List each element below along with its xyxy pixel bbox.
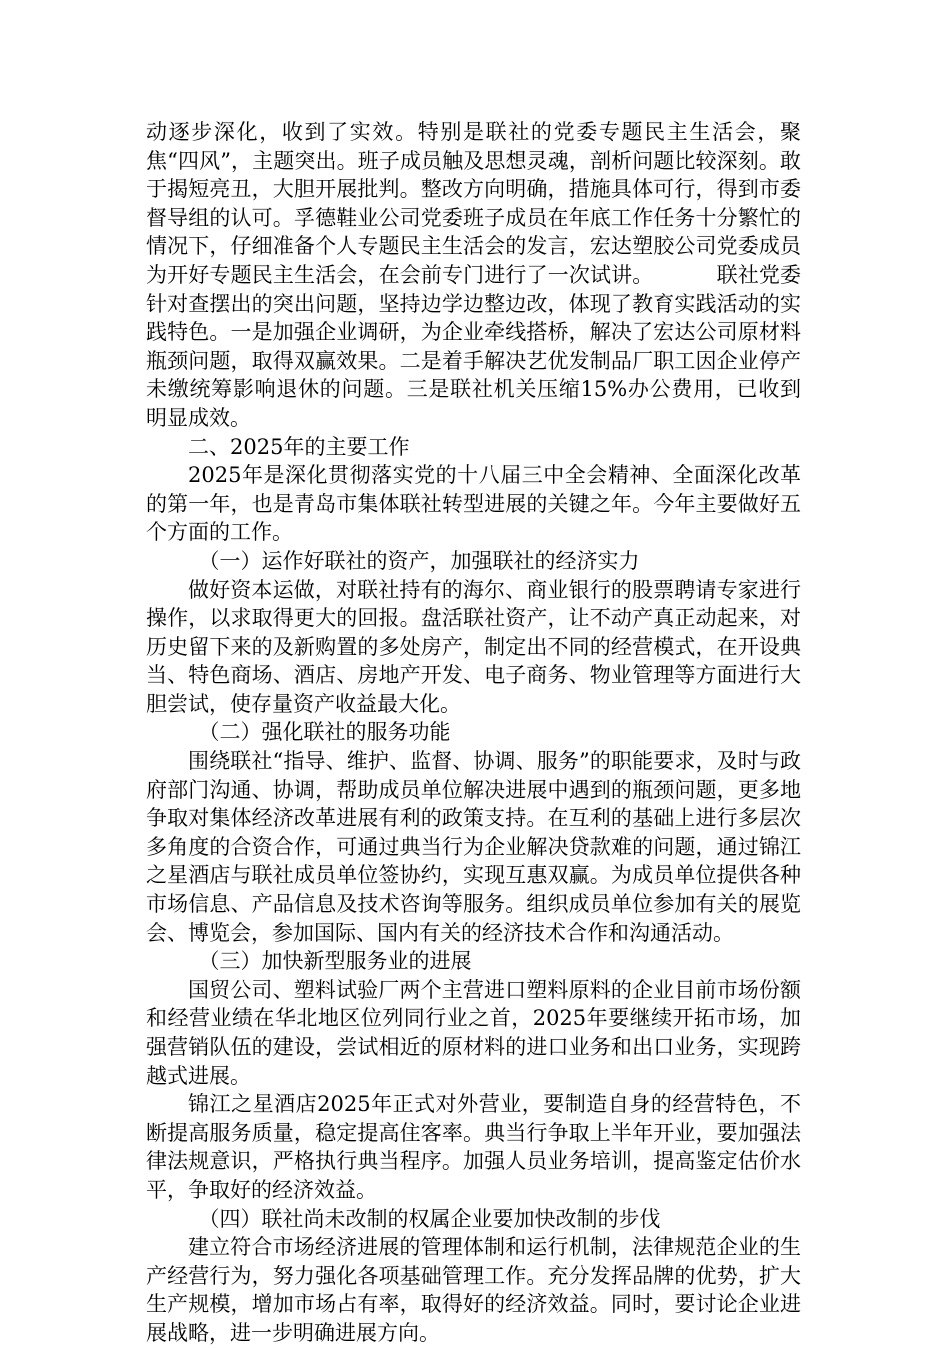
subsection3-paragraph-2: 锦江之星酒店2025年正式对外营业，要制造自身的经营特色，不断提高服务质量，稳定提高住客率。典当行争取上半年开业，要加强法律法规意识，严格执行典当程序。加强人员业务培训，提高鉴定估价水平，争取好的经济效益。 (146, 1092, 801, 1202)
subsection4-paragraph: 建立符合市场经济进展的管理体制和运行机制，法律规范企业的生产经营行为，努力强化各项基础管理工作。充分发挥品牌的优势，扩大生产规模，增加市场占有率，取得好的经济效益。同时，要讨论企业进展战略，进一步明确进展方向。 (146, 1235, 801, 1345)
intro-paragraph (146, 118, 801, 433)
section2-intro-paragraph: 2025年是深化贯彻落实党的十八届三中全会精神、全面深化改革的第一年，也是青岛市集体联社转型进展的关键之年。今年主要做好五个方面的工作。 (146, 463, 801, 545)
subsection1-heading: （一）运作好联社的资产，加强联社的经济实力 (198, 548, 640, 573)
document-body (146, 118, 801, 1348)
subsection3-heading: （三）加快新型服务业的进展 (198, 949, 472, 974)
subsection2-heading: （二）强化联社的服务功能 (198, 720, 451, 745)
subsection4-heading: （四）联社尚未改制的权属企业要加快改制的步伐 (198, 1206, 661, 1231)
intro-text-part2: 联社党委针对查摆出的突出问题，坚持边学边整边改，体现了教育实践活动的实践特色。一是加强企业调研，为企业牵线搭桥，解决了宏达公司原材料瓶颈问题，取得双赢效果。二是着手解决艺优发制品厂职工因企业停产未缴统筹影响退休的问题。三是联社机关压缩15%办公费用，已收到明显成效。 (146, 262, 802, 430)
subsection3-paragraph-1: 国贸公司、塑料试验厂两个主营进口塑料原料的企业目前市场份额和经营业绩在华北地区位列同行业之首，2025年要继续开拓市场，加强营销队伍的建设，尝试相近的原材料的进口业务和出口业务，实现跨越式进展。 (146, 977, 801, 1088)
section2-heading: 二、2025年的主要工作 (188, 434, 410, 459)
intro-text-part1: 动逐步深化，收到了实效。特别是联社的党委专题民主生活会，聚焦“四风”，主题突出。班子成员触及思想灵魂，剖析问题比较深刻。敢于揭短亮丑，大胆开展批判。整改方向明确，措施具体可行，得到市委督导组的认可。孚德鞋业公司党委班子成员在年底工作任务十分繁忙的情况下，仔细准备个人专题民主生活会的发言，宏达塑胶公司党委成员为开好专题民主生活会，在会前专门进行了一次试讲。 (146, 120, 801, 287)
subsection2-paragraph: 围绕联社“指导、维护、监督、协调、服务”的职能要求，及时与政府部门沟通、协调，帮助成员单位解决进展中遇到的瓶颈问题，更多地争取对集体经济改革进展有利的政策支持。在互利的基础上进行多层次多角度的合资合作，可通过典当行为企业解决贷款难的问题，通过锦江之星酒店与联社成员单位签协约，实现互惠双赢。为成员单位提供各种市场信息、产品信息及技术咨询等服务。组织成员单位参加有关的展览会、博览会，参加国际、国内有关的经济技术合作和沟通活动。 (146, 749, 801, 945)
subsection1-paragraph: 做好资本运做，对联社持有的海尔、商业银行的股票聘请专家进行操作，以求取得更大的回报。盘活联社资产，让不动产真正动起来，对历史留下来的及新购置的多处房产，制定出不同的经营模式，在开设典当、特色商场、酒店、房地产开发、电子商务、物业管理等方面进行大胆尝试，使存量资产收益最大化。 (146, 577, 801, 716)
